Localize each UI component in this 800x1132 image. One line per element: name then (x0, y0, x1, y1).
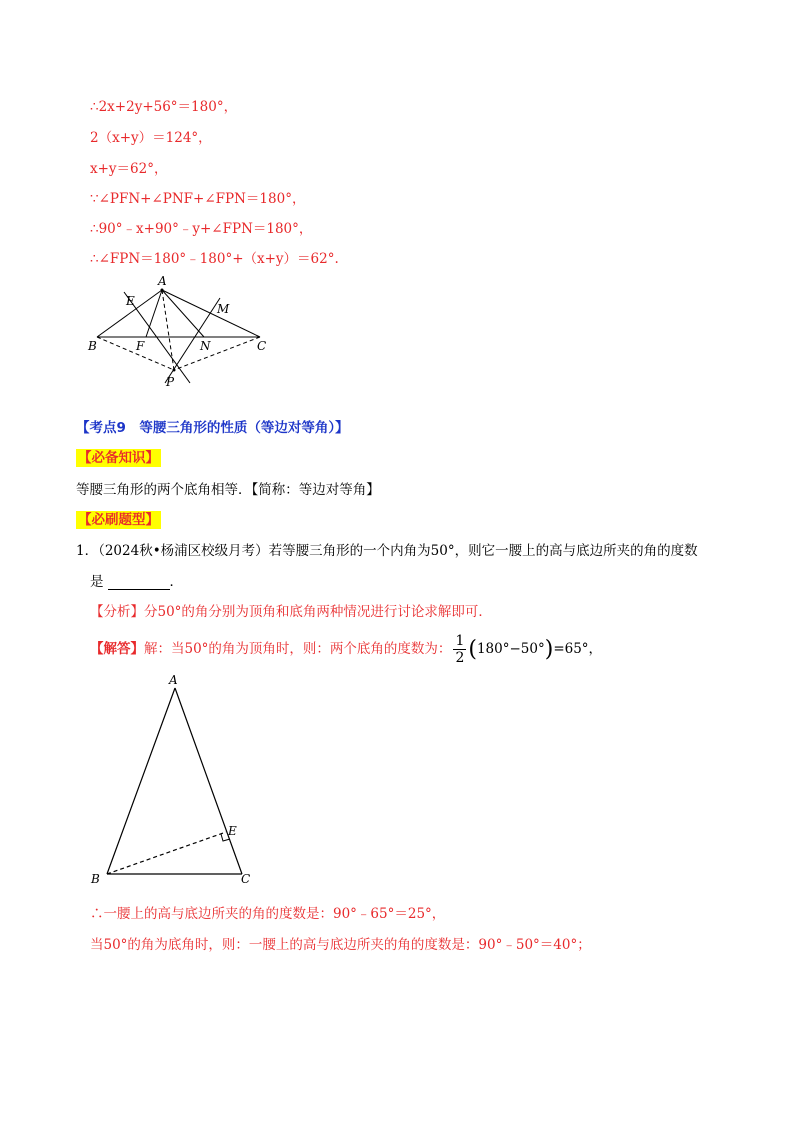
conclusion-line-1: ∴一腰上的高与底边所夹的角的度数是：90°﹣65°＝25°， (90, 906, 446, 922)
question-text-2: 是 (90, 574, 104, 590)
fraction-denominator: 2 (455, 650, 465, 666)
answer-text: 解：当50°的角为顶角时，则：两个底角的度数为： (144, 641, 452, 657)
segment-af (146, 290, 162, 337)
formula-result: =65°， (553, 641, 603, 657)
label-c: C (257, 339, 267, 353)
label-e: E (228, 824, 237, 838)
label-a: A (169, 673, 178, 687)
geometry-figure-2 (85, 670, 270, 890)
knowledge-tag (76, 446, 161, 466)
segment-ac (175, 688, 242, 874)
solution-line-1: ∴2x+2y+56°＝180°， (90, 99, 238, 115)
knowledge-text: 等腰三角形的两个底角相等．【简称：等边对等角】 (76, 482, 380, 498)
question-tag (76, 508, 161, 528)
answer-formula (451, 633, 603, 666)
solution-line-3: x+y＝62°， (90, 161, 168, 177)
label-n: N (200, 339, 211, 353)
answer-line (90, 633, 602, 666)
conclusion-line-2: 当50°的角为底角时，则：一腰上的高与底边所夹的角的度数是：90°﹣50°＝40°； (90, 937, 591, 953)
question-line-2 (90, 570, 183, 590)
knowledge-tag-text: 【必备知识】 (78, 450, 159, 466)
label-f: F (136, 339, 145, 353)
label-c: C (241, 872, 251, 886)
solution-line-4: ∵∠PFN+∠PNF+∠FPN＝180°， (90, 191, 306, 207)
label-p: P (166, 375, 175, 389)
solution-line-6: ∴∠FPN＝180°﹣180°+（x+y）＝62°. (90, 251, 339, 267)
question-line-1 (76, 539, 698, 559)
question-tag-text: 【必刷题型】 (78, 512, 159, 528)
segment-ab (107, 688, 175, 874)
segment-ac (162, 290, 260, 337)
altitude-be (107, 832, 226, 874)
dashed-cp (174, 337, 260, 370)
fraction (453, 633, 466, 666)
label-b: B (88, 339, 97, 353)
analysis-line (90, 600, 492, 620)
label-e: E (126, 294, 135, 308)
question-end: ． (169, 574, 183, 590)
question-number: 1． (76, 543, 99, 559)
label-a: A (158, 274, 167, 288)
segment-an (162, 290, 204, 337)
answer-tag: 【解答】 (90, 641, 144, 657)
answer-blank (108, 575, 170, 590)
label-b: B (91, 872, 100, 886)
paren-left: ( (468, 637, 477, 662)
label-m: M (217, 302, 230, 316)
section-title: 【考点9 等腰三角形的性质（等边对等角）】 (76, 420, 349, 436)
geometry-figure-1 (80, 270, 280, 395)
question-text: （2024秋•杨浦区校级月考）若等腰三角形的一个内角为50°，则它一腰上的高与底边所夹的角的度数 (98, 543, 698, 559)
analysis-tag: 【分析】 (90, 604, 144, 620)
solution-line-2: 2（x+y）＝124°， (90, 130, 212, 146)
analysis-text: 分50°的角分别为顶角和底角两种情况进行讨论求解即可． (144, 604, 492, 620)
paren-right: ) (544, 637, 554, 662)
solution-line-5: ∴90°﹣x+90°﹣y+∠FPN＝180°， (90, 221, 313, 237)
fraction-numerator: 1 (455, 633, 465, 649)
formula-expression: 180°−50° (476, 641, 545, 657)
